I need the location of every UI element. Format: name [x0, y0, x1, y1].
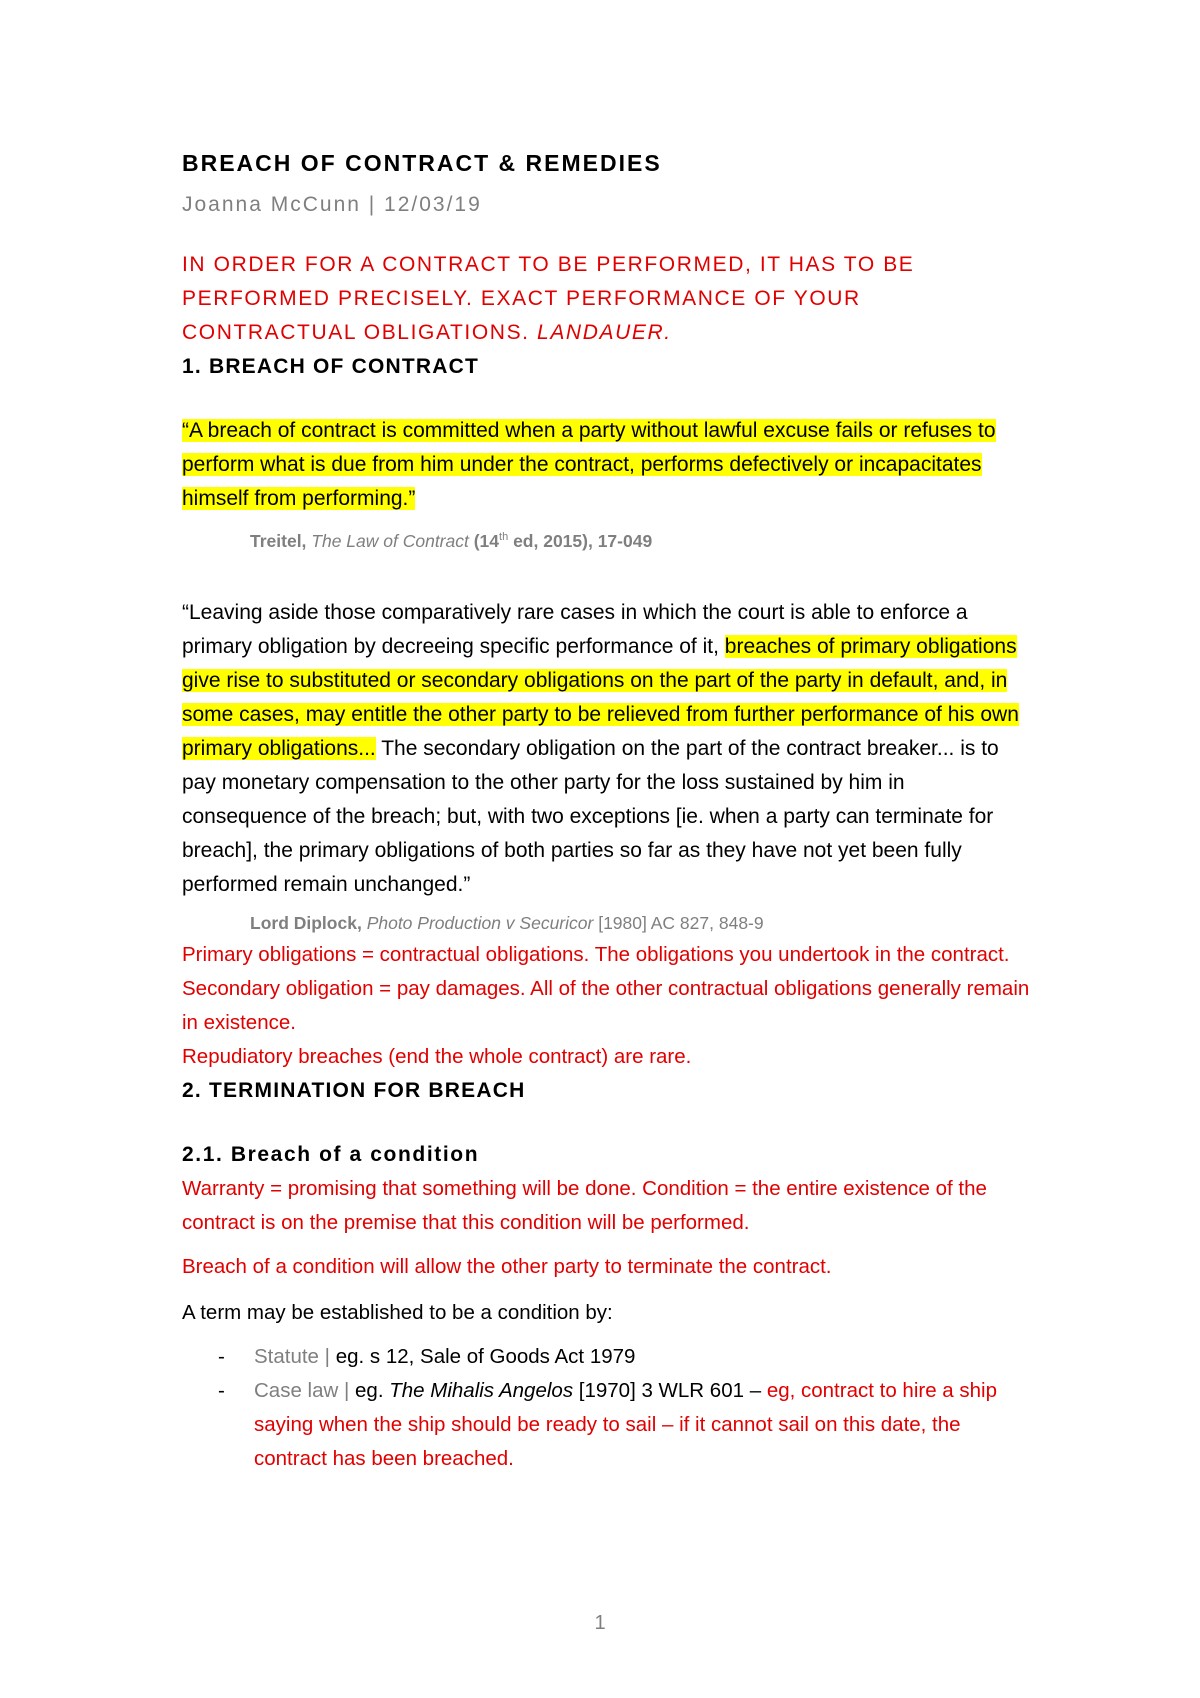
diplock-citation: [250, 908, 1032, 938]
author-date-line: Joanna McCunn | 12/03/19: [182, 193, 482, 216]
cite-sup: th: [499, 531, 509, 543]
list-text: eg.: [355, 1378, 390, 1402]
document-title: BREACH OF CONTRACT & REMEDIES: [182, 150, 662, 176]
section-heading-breach: 1. BREACH OF CONTRACT: [182, 355, 480, 378]
section-heading-termination: 2. TERMINATION FOR BREACH: [182, 1078, 526, 1102]
cite2-case: Photo Production v Securicor: [366, 912, 594, 933]
condition-source-list: [182, 1340, 1032, 1476]
cite-open: (14: [468, 530, 500, 551]
note-secondary-obligation: Secondary obligation = pay damages. All of the other contractual obligations generally remain in existence.: [182, 976, 1030, 1034]
list-note: eg, contract to hire a ship saying when the ship should be ready to sail – if it cannot sail on this date, the contract has been breached.: [254, 1378, 997, 1470]
note-breach-condition: Breach of a condition will allow the other party to terminate the contract.: [182, 1254, 832, 1278]
subsection-heading-condition: 2.1. Breach of a condition: [182, 1142, 480, 1166]
intro-text: IN ORDER FOR A CONTRACT TO BE PERFORMED, IT HAS TO BE PERFORMED PRECISELY. EXACT PERFORMANCE OF YOUR CONTRACTUAL OBLIGATIONS.: [182, 253, 915, 344]
list-item-statute: [182, 1340, 1032, 1374]
list-dash: -: [218, 1378, 225, 1402]
cite2-rest: [1980] AC 827, 848-9: [593, 912, 764, 933]
intro-case-name: LANDAUER.: [537, 321, 672, 344]
condition-intro-line: A term may be established to be a condition by:: [182, 1300, 613, 1324]
quote-part-1: “Leaving aside those comparatively rare cases in which the court is able to enforce a primary obligation by decreeing specific performance of it,: [182, 600, 968, 658]
treitel-citation: [250, 522, 1032, 556]
list-case-name: The Mihalis Angelos: [389, 1378, 574, 1402]
list-dash: -: [218, 1344, 225, 1368]
note-repudiatory-breaches: Repudiatory breaches (end the whole contract) are rare.: [182, 1044, 692, 1068]
list-item-case-law: [182, 1374, 1032, 1476]
cite-author: Treitel,: [250, 530, 312, 551]
note-warranty-condition: Warranty = promising that something will be done. Condition = the entire existence of the contract is on the premise that this condition will be performed.: [182, 1176, 987, 1234]
highlighted-quote-text: “A breach of contract is committed when a party without lawful excuse fails or refuses to perform what is due from him under the contract, performs defectively or incapacitates himself from performing.”: [182, 419, 996, 510]
intro-statement: [182, 248, 1032, 350]
document-body: [182, 146, 1032, 1492]
list-label: Statute |: [254, 1344, 336, 1368]
note-primary-obligations: Primary obligations = contractual obligations. The obligations you undertook in the contract.: [182, 942, 1010, 966]
cite-work: The Law of Contract: [311, 530, 469, 551]
cite-rest: ed, 2015), 17-049: [508, 530, 653, 551]
treitel-quote: [182, 414, 1032, 516]
cite2-author: Lord Diplock,: [250, 912, 367, 933]
page-number: 1: [594, 1612, 606, 1634]
quote-part-2: The secondary obligation on the part of the contract breaker... is to pay monetary compensation to the other party for the loss sustained by him in consequence of the breach; but, with two exceptions [ie. when a party can terminate for breach], the primary obligations of both parties so far as they have not yet been fully performed remain unchanged.”: [182, 736, 999, 896]
list-text: eg. s 12, Sale of Goods Act 1979: [335, 1344, 636, 1368]
quote-highlight: breaches of primary obligations give rise to substituted or secondary obligations on the part of the party in default, and, in some cases, may entitle the other party to be relieved from further performance of his own primary obligations...: [182, 634, 1019, 760]
list-text-2: [1970] 3 WLR 601 –: [573, 1378, 767, 1402]
list-label: Case law |: [254, 1378, 356, 1402]
diplock-quote: [182, 596, 1032, 902]
